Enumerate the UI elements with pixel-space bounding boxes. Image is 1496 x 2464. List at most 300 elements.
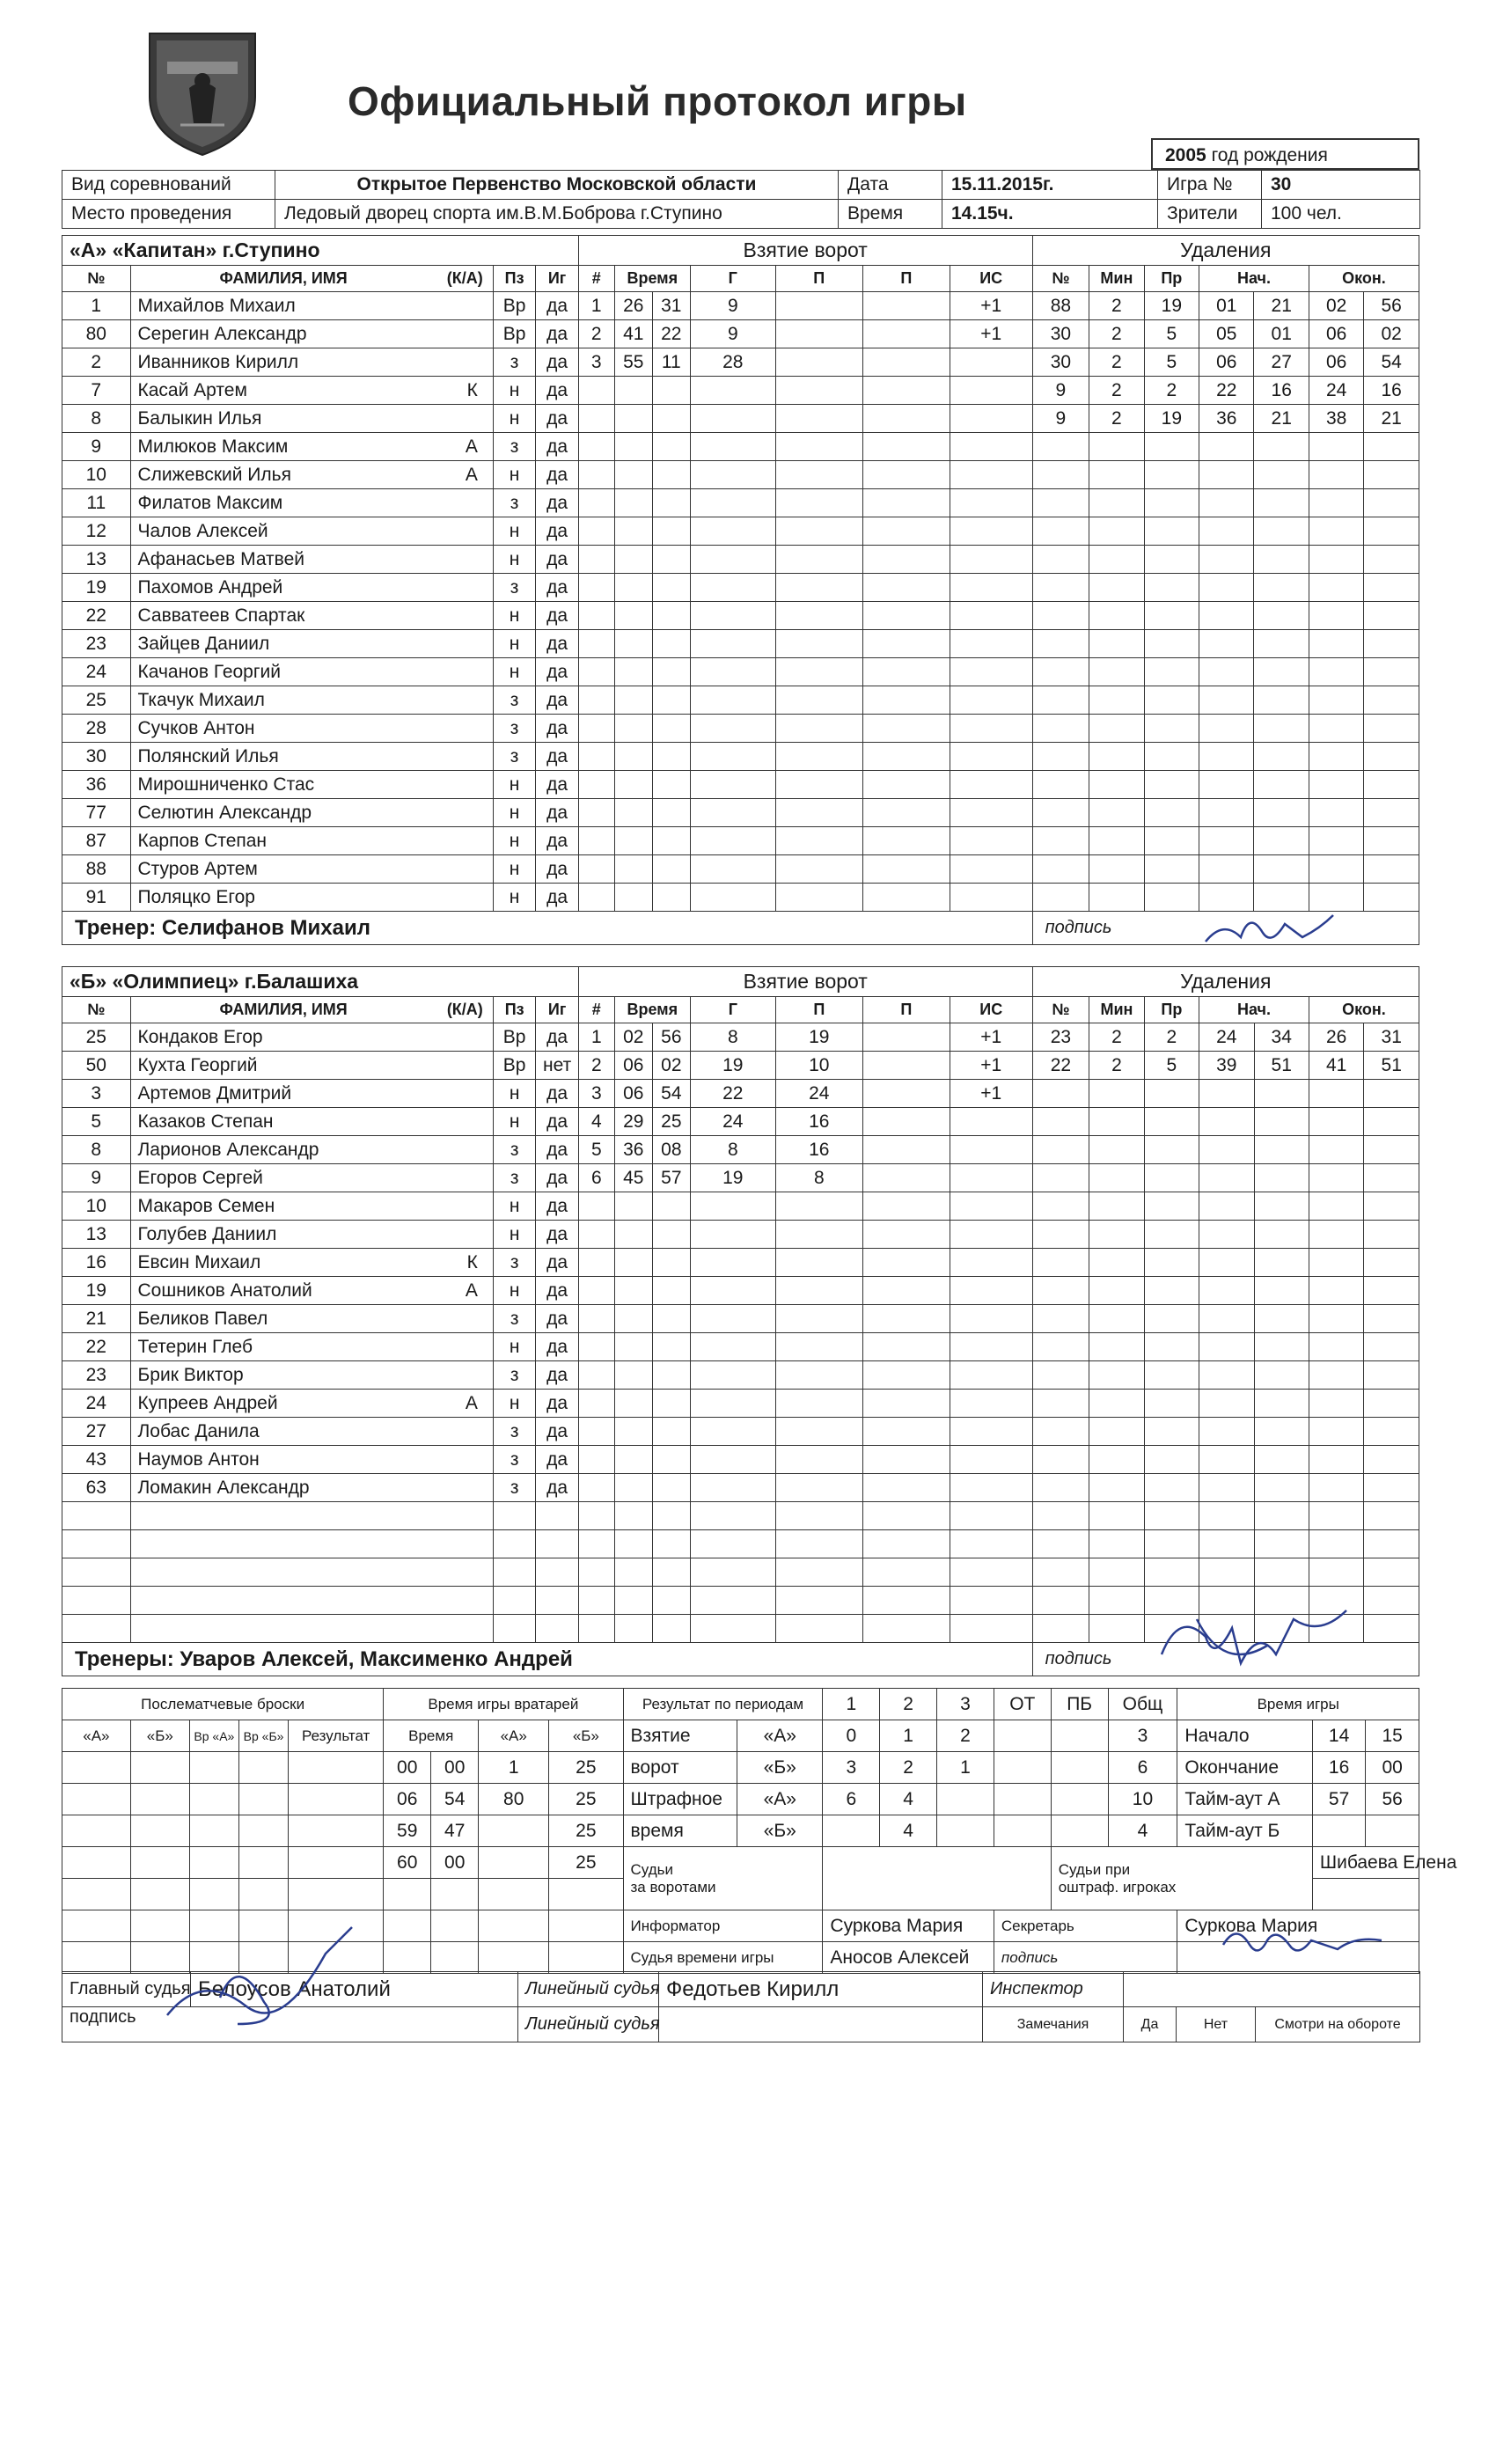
periods-title: Результат по периодам <box>623 1689 823 1720</box>
player-played: да <box>536 715 578 743</box>
player-number: 3 <box>62 1080 131 1108</box>
team_a-row <box>62 517 1419 546</box>
timekeeper-label: Судья времени игры <box>623 1942 823 1974</box>
player-played: да <box>536 771 578 799</box>
player-number: 7 <box>62 377 131 405</box>
goal-number: 3 <box>578 348 614 377</box>
player-position: з <box>493 574 535 602</box>
goalie-col-a: «А» <box>479 1720 549 1752</box>
player-name: Селютин Александр <box>137 802 312 823</box>
player-name: Кондаков Егор <box>137 1026 263 1047</box>
team_b-row <box>62 1023 1419 1052</box>
player-position: н <box>493 658 535 686</box>
goal-number: 2 <box>578 320 614 348</box>
team_b-row <box>62 1192 1419 1221</box>
player-number: 30 <box>62 743 131 771</box>
player-number: 28 <box>62 715 131 743</box>
player-position: н <box>493 1080 535 1108</box>
team_a-col-goal-num: # <box>578 266 614 292</box>
team_a-col-pen-pr: Пр <box>1144 266 1199 292</box>
goalie-row-min: 59 <box>384 1815 431 1847</box>
penalty-start-min: 24 <box>1199 1023 1254 1052</box>
team_b-col-goal-time: Время <box>614 997 690 1023</box>
chief-referee-value: Белоусов Анатолий <box>191 1972 518 2007</box>
player-position: з <box>493 1249 535 1277</box>
goalie-row-sec: 54 <box>431 1784 479 1815</box>
player-number: 87 <box>62 827 131 855</box>
player-played: да <box>536 1305 578 1333</box>
goal-second: 56 <box>652 1023 690 1052</box>
shootout-col-b: «Б» <box>130 1720 189 1752</box>
team_b-row <box>62 1277 1419 1305</box>
goalie-row-sec: 47 <box>431 1815 479 1847</box>
player-position: н <box>493 517 535 546</box>
team_b-row <box>62 1333 1419 1361</box>
player-name: Иванников Кирилл <box>137 351 299 372</box>
player-played: да <box>536 1164 578 1192</box>
penalty-start-min: 22 <box>1199 377 1254 405</box>
goal-assist-1: 10 <box>775 1052 862 1080</box>
player-number: 63 <box>62 1474 131 1502</box>
pim-a-p1: 6 <box>823 1784 880 1815</box>
goal-assist-2 <box>862 1052 950 1080</box>
team_a-col-ig: Иг <box>536 266 578 292</box>
game-number-label: Игра № <box>1158 171 1262 200</box>
player-role: А <box>465 464 478 485</box>
player-name-cell <box>130 461 493 489</box>
team_a-row <box>62 574 1419 602</box>
team_a-row <box>62 658 1419 686</box>
penalty-end-sec: 31 <box>1364 1023 1419 1052</box>
player-played: да <box>536 292 578 320</box>
goal-assist-1: 8 <box>775 1164 862 1192</box>
player-name: Сучков Антон <box>137 717 255 738</box>
competition-value: Открытое Первенство Московской области <box>275 171 839 200</box>
league-shield-logo <box>141 26 264 158</box>
venue-label: Место проведения <box>62 200 275 229</box>
pim-b-p2: 4 <box>880 1815 937 1847</box>
penalty-end-min: 41 <box>1309 1052 1363 1080</box>
goal-scorer: 28 <box>690 348 775 377</box>
player-played: да <box>536 517 578 546</box>
player-name: Казаков Степан <box>137 1111 274 1132</box>
goals-team-a-tag: «А» <box>737 1720 823 1752</box>
goal-scorer: 19 <box>690 1164 775 1192</box>
player-number: 10 <box>62 1192 131 1221</box>
player-role: А <box>465 1392 478 1413</box>
goal-minute: 06 <box>614 1080 652 1108</box>
game-time-title: Время игры <box>1177 1689 1419 1720</box>
penalty-end-sec: 56 <box>1364 292 1419 320</box>
player-name: Слижевский Илья <box>137 464 291 485</box>
goal-second: 02 <box>652 1052 690 1080</box>
team_b-row <box>62 1418 1419 1446</box>
player-number: 50 <box>62 1052 131 1080</box>
player-name-cell <box>130 1305 493 1333</box>
player-number: 10 <box>62 461 131 489</box>
player-played: да <box>536 630 578 658</box>
player-position: з <box>493 1418 535 1446</box>
team_a-row <box>62 630 1419 658</box>
linesman-value-1: Федотьев Кирилл <box>659 1972 983 2007</box>
team_a-col-ka-label: (К/А) <box>446 269 483 287</box>
goal-assist-2 <box>862 1023 950 1052</box>
team_b-col-pen-start: Нач. <box>1199 997 1309 1023</box>
goalie-row-b: 25 <box>549 1752 623 1784</box>
player-name: Стуров Артем <box>137 858 258 879</box>
team_b-row <box>62 1530 1419 1558</box>
player-position: з <box>493 348 535 377</box>
overtime-header: ОТ <box>994 1689 1051 1720</box>
goal-assist-1 <box>775 292 862 320</box>
player-position: з <box>493 686 535 715</box>
player-played: да <box>536 377 578 405</box>
timeout-a-sec: 56 <box>1366 1784 1419 1815</box>
end-label: Окончание <box>1177 1752 1312 1784</box>
end-hours: 16 <box>1312 1752 1366 1784</box>
goalie-row-sec: 00 <box>431 1752 479 1784</box>
player-number: 19 <box>62 574 131 602</box>
team_b-row <box>62 1249 1419 1277</box>
player-name-cell <box>130 658 493 686</box>
pim-team-b-tag: «Б» <box>737 1815 823 1847</box>
team_b-col-pz: Пз <box>493 997 535 1023</box>
team_a-col-pen-min: Мин <box>1089 266 1144 292</box>
team_a-row <box>62 602 1419 630</box>
player-played: нет <box>536 1052 578 1080</box>
player-number: 23 <box>62 1361 131 1390</box>
player-played: да <box>536 1474 578 1502</box>
goal-second: 54 <box>652 1080 690 1108</box>
penalty-reason: 5 <box>1144 348 1199 377</box>
goal-number: 6 <box>578 1164 614 1192</box>
spectators-value: 100 чел. <box>1262 200 1420 229</box>
team_b-col-assist-2: П <box>862 997 950 1023</box>
player-position: Вр <box>493 320 535 348</box>
team_a-row <box>62 320 1419 348</box>
team_b-col-pen-pr: Пр <box>1144 997 1199 1023</box>
penalty-end-sec: 51 <box>1364 1052 1419 1080</box>
player-position: з <box>493 1305 535 1333</box>
player-name: Лобас Данила <box>137 1420 260 1441</box>
player-name: Тетерин Глеб <box>137 1336 253 1357</box>
penalty-minutes: 2 <box>1089 405 1144 433</box>
team_a-col-name <box>130 266 493 292</box>
penalty-start-sec: 16 <box>1254 377 1309 405</box>
penalty-start-min: 01 <box>1199 292 1254 320</box>
pim-a-ot <box>994 1784 1051 1815</box>
goal-situation <box>950 348 1032 377</box>
penalty-minutes: 2 <box>1089 292 1144 320</box>
team_a-row <box>62 743 1419 771</box>
team_a-col-name-label: ФАМИЛИЯ, ИМЯ <box>219 269 348 287</box>
team_b-col-goal-num: # <box>578 997 614 1023</box>
goalie-col-b: «Б» <box>549 1720 623 1752</box>
player-played: да <box>536 546 578 574</box>
player-position: н <box>493 1277 535 1305</box>
goalie-row-min: 00 <box>384 1752 431 1784</box>
goal-second: 08 <box>652 1136 690 1164</box>
timeout-b-label: Тайм-аут Б <box>1177 1815 1312 1847</box>
start-hours: 14 <box>1312 1720 1366 1752</box>
team_b-row <box>62 1164 1419 1192</box>
goalie-row-b: 25 <box>549 1784 623 1815</box>
team_a-col-goal-time: Время <box>614 266 690 292</box>
player-played: да <box>536 1023 578 1052</box>
goal-assist-2 <box>862 348 950 377</box>
player-position: з <box>493 433 535 461</box>
player-played: да <box>536 1249 578 1277</box>
end-minutes: 00 <box>1366 1752 1419 1784</box>
goalie-row-min: 06 <box>384 1784 431 1815</box>
player-name-cell <box>130 855 493 884</box>
team_a-col-pz: Пз <box>493 266 535 292</box>
goal-situation: +1 <box>950 1052 1032 1080</box>
player-number: 5 <box>62 1108 131 1136</box>
player-number: 1 <box>62 292 131 320</box>
team_b-col-pen-end: Окон. <box>1309 997 1419 1023</box>
player-name: Ткачук Михаил <box>137 689 265 710</box>
goal-minute: 06 <box>614 1052 652 1080</box>
player-played: да <box>536 884 578 912</box>
goal-assist-2 <box>862 1108 950 1136</box>
goals-b-p1: 3 <box>823 1752 880 1784</box>
penalty-start-sec: 01 <box>1254 320 1309 348</box>
player-number: 25 <box>62 686 131 715</box>
player-played: да <box>536 1277 578 1305</box>
player-name-cell <box>130 320 493 348</box>
team_b-goals-title: Взятие ворот <box>578 967 1032 997</box>
team_a-row <box>62 461 1419 489</box>
goal-scorer: 8 <box>690 1136 775 1164</box>
penalty-player: 30 <box>1032 320 1089 348</box>
remarks-label: Замечания <box>983 2007 1124 2042</box>
team_b-coach: Тренеры: Уваров Алексей, Максименко Андрей <box>62 1643 1033 1676</box>
goal-assist-2 <box>862 1164 950 1192</box>
player-name-cell <box>130 1221 493 1249</box>
player-name: Егоров Сергей <box>137 1167 263 1188</box>
penalty-player: 23 <box>1032 1023 1089 1052</box>
player-number: 9 <box>62 433 131 461</box>
penalty-minutes: 2 <box>1089 377 1144 405</box>
goal-assist-1: 24 <box>775 1080 862 1108</box>
goalie-row-min: 60 <box>384 1847 431 1879</box>
team_b-row <box>62 1502 1419 1530</box>
player-number: 13 <box>62 1221 131 1249</box>
goals-a-p2: 1 <box>880 1720 937 1752</box>
goal-scorer: 9 <box>690 292 775 320</box>
shootout-col-result: Результат <box>289 1720 384 1752</box>
player-number: 12 <box>62 517 131 546</box>
player-played: да <box>536 1192 578 1221</box>
player-name: Ларионов Александр <box>137 1139 319 1160</box>
team_a-row <box>62 489 1419 517</box>
goal-minute: 29 <box>614 1108 652 1136</box>
referees-table <box>62 1971 1420 2042</box>
goal-judges-value <box>823 1847 1051 1910</box>
player-position: н <box>493 461 535 489</box>
goal-assist-1 <box>775 348 862 377</box>
team_a-col-pen-start: Нач. <box>1199 266 1309 292</box>
shootout-title: Послематчевые броски <box>62 1689 384 1720</box>
player-position: з <box>493 1474 535 1502</box>
goal-scorer: 9 <box>690 320 775 348</box>
goal-scorer: 22 <box>690 1080 775 1108</box>
goalie-row-a <box>479 1815 549 1847</box>
team_a-penalties-title: Удаления <box>1032 236 1419 266</box>
team_a-col-pen-no: № <box>1032 266 1089 292</box>
player-name-cell <box>130 405 493 433</box>
team_b-col-ka-label: (К/А) <box>446 1001 483 1018</box>
timeout-b-min <box>1312 1815 1366 1847</box>
date-label: Дата <box>839 171 942 200</box>
date-value: 15.11.2015г. <box>942 171 1158 200</box>
player-position: Вр <box>493 1023 535 1052</box>
goal-situation: +1 <box>950 292 1032 320</box>
goal-second: 57 <box>652 1164 690 1192</box>
pim-label-1: Штрафное <box>623 1784 737 1815</box>
player-played: да <box>536 827 578 855</box>
player-position: н <box>493 1390 535 1418</box>
player-position: н <box>493 377 535 405</box>
venue-value: Ледовый дворец спорта им.В.М.Боброва г.Ступино <box>275 200 839 229</box>
penalty-end-sec: 21 <box>1364 405 1419 433</box>
goal-situation: +1 <box>950 320 1032 348</box>
player-number: 13 <box>62 546 131 574</box>
pim-b-p3 <box>937 1815 994 1847</box>
goals-team-b-tag: «Б» <box>737 1752 823 1784</box>
game-number-value: 30 <box>1262 171 1420 200</box>
penalty-minutes: 2 <box>1089 320 1144 348</box>
linesman-label-1: Линейный судья <box>518 1972 659 2007</box>
linesman-label-2: Линейный судья <box>518 2007 659 2042</box>
team_a-col-pen-end: Окон. <box>1309 266 1419 292</box>
pim-b-total: 4 <box>1108 1815 1177 1847</box>
goalie-col-time: Время <box>384 1720 479 1752</box>
player-role: К <box>466 379 478 400</box>
penalty-end-sec: 16 <box>1364 377 1419 405</box>
pim-label-2: время <box>623 1815 737 1847</box>
player-played: да <box>536 405 578 433</box>
player-name: Зайцев Даниил <box>137 633 270 654</box>
goalie-time-title: Время игры вратарей <box>384 1689 623 1720</box>
player-name-cell <box>130 799 493 827</box>
penalty-player: 30 <box>1032 348 1089 377</box>
player-played: да <box>536 658 578 686</box>
player-name: Пахомов Андрей <box>137 576 283 598</box>
player-number: 25 <box>62 1023 131 1052</box>
player-number: 91 <box>62 884 131 912</box>
timeout-a-label: Тайм-аут А <box>1177 1784 1312 1815</box>
player-role: А <box>465 1280 478 1301</box>
pim-a-p3 <box>937 1784 994 1815</box>
penalty-minutes: 2 <box>1089 1023 1144 1052</box>
goals-b-p3: 1 <box>937 1752 994 1784</box>
period-1-header: 1 <box>823 1689 880 1720</box>
player-number: 24 <box>62 658 131 686</box>
penalty-reason: 19 <box>1144 292 1199 320</box>
team_b-col-pen-no: № <box>1032 997 1089 1023</box>
player-number: 11 <box>62 489 131 517</box>
team_b-col-pen-min: Мин <box>1089 997 1144 1023</box>
player-name-cell <box>130 1023 493 1052</box>
player-name-cell <box>130 1164 493 1192</box>
secretary-label: Секретарь <box>994 1910 1177 1942</box>
penalty-start-sec: 34 <box>1254 1023 1309 1052</box>
competition-label: Вид соревнований <box>62 171 275 200</box>
player-name: Беликов Павел <box>137 1308 268 1329</box>
team_a-row <box>62 377 1419 405</box>
goal-minute: 45 <box>614 1164 652 1192</box>
goal-assist-1: 19 <box>775 1023 862 1052</box>
player-name: Серегин Александр <box>137 323 307 344</box>
goal-assist-1: 16 <box>775 1136 862 1164</box>
team_a-row <box>62 433 1419 461</box>
player-name-cell <box>130 827 493 855</box>
pim-a-total: 10 <box>1108 1784 1177 1815</box>
penalty-player: 22 <box>1032 1052 1089 1080</box>
player-position: з <box>493 1164 535 1192</box>
goal-number: 5 <box>578 1136 614 1164</box>
goal-number: 1 <box>578 292 614 320</box>
player-position: н <box>493 1192 535 1221</box>
player-name: Ломакин Александр <box>137 1477 310 1498</box>
team_a-row <box>62 348 1419 377</box>
player-number: 27 <box>62 1418 131 1446</box>
player-played: да <box>536 348 578 377</box>
penalty-end-sec: 54 <box>1364 348 1419 377</box>
player-name-cell <box>130 686 493 715</box>
pim-a-p2: 4 <box>880 1784 937 1815</box>
penalty-end-min: 38 <box>1309 405 1363 433</box>
timekeeper-value: Аносов Алексей <box>823 1942 994 1974</box>
goal-situation <box>950 1136 1032 1164</box>
penalty-reason: 2 <box>1144 377 1199 405</box>
player-position: н <box>493 1108 535 1136</box>
remarks-see-back: Смотри на обороте <box>1256 2007 1420 2042</box>
penalty-reason: 19 <box>1144 405 1199 433</box>
informator-value: Суркова Мария <box>823 1910 994 1942</box>
player-number: 88 <box>62 855 131 884</box>
penalty-player: 88 <box>1032 292 1089 320</box>
player-played: да <box>536 489 578 517</box>
goal-number: 1 <box>578 1023 614 1052</box>
shootout-col-gk-b: Вр «Б» <box>238 1720 288 1752</box>
player-played: да <box>536 1361 578 1390</box>
total-header: Общ <box>1108 1689 1177 1720</box>
team_a-goals-title: Взятие ворот <box>578 236 1032 266</box>
team_a-row <box>62 771 1419 799</box>
goal-assist-2 <box>862 292 950 320</box>
player-played: да <box>536 433 578 461</box>
goals-a-total: 3 <box>1108 1720 1177 1752</box>
linesman-value-2 <box>659 2007 983 2042</box>
team_b-col-is: ИС <box>950 997 1032 1023</box>
player-name: Савватеев Спартак <box>137 605 305 626</box>
player-number: 16 <box>62 1249 131 1277</box>
goalie-row-b: 25 <box>549 1815 623 1847</box>
player-name: Филатов Максим <box>137 492 283 513</box>
team_a-row <box>62 855 1419 884</box>
player-number: 77 <box>62 799 131 827</box>
pim-team-a-tag: «А» <box>737 1784 823 1815</box>
team_b-row <box>62 1558 1419 1587</box>
goal-number: 3 <box>578 1080 614 1108</box>
player-position: н <box>493 630 535 658</box>
penalty-end-min: 26 <box>1309 1023 1363 1052</box>
team_b-penalties-title: Удаления <box>1032 967 1419 997</box>
player-played: да <box>536 1446 578 1474</box>
